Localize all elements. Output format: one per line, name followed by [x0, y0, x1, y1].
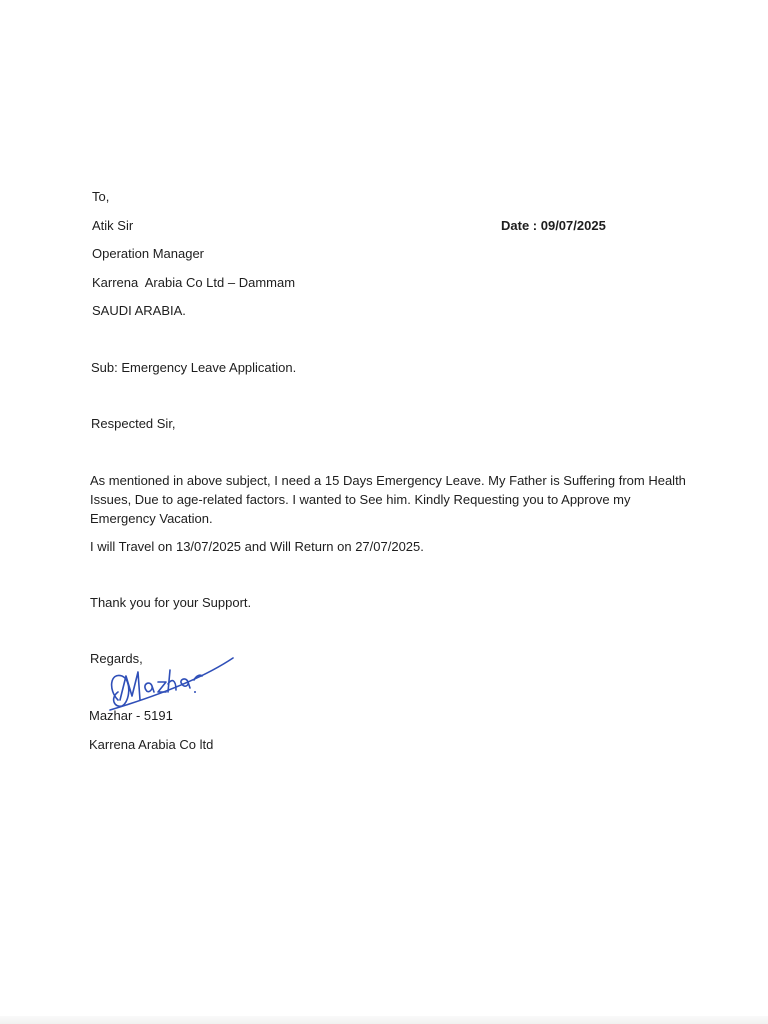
- letter-date: Date : 09/07/2025: [501, 218, 606, 233]
- recipient-company: Karrena Arabia Co Ltd – Dammam: [92, 275, 296, 290]
- recipient-name: Atik Sir: [92, 218, 134, 233]
- recipient-title: Operation Manager: [92, 246, 205, 261]
- body-paragraph-2: I will Travel on 13/07/2025 and Will Return on 27/07/2025.: [90, 539, 424, 554]
- sender-company: Karrena Arabia Co ltd: [89, 737, 214, 752]
- body-paragraph-1: As mentioned in above subject, I need a 15 Days Emergency Leave. My Father is Suffering from Health Issues, Due to age-related factors. I wanted to See him. Kindly Requesting you to Approve my Emergency Vacation.: [90, 473, 686, 526]
- closing: Regards,: [90, 651, 143, 666]
- sender-name-id: Mazhar - 5191: [89, 708, 173, 723]
- recipient-country: SAUDI ARABIA.: [92, 303, 186, 318]
- greeting: Respected Sir,: [91, 416, 176, 431]
- scan-edge: [0, 1016, 768, 1024]
- to-label: To,: [92, 189, 110, 204]
- subject-line: Sub: Emergency Leave Application.: [91, 360, 297, 375]
- thanks-line: Thank you for your Support.: [90, 595, 252, 610]
